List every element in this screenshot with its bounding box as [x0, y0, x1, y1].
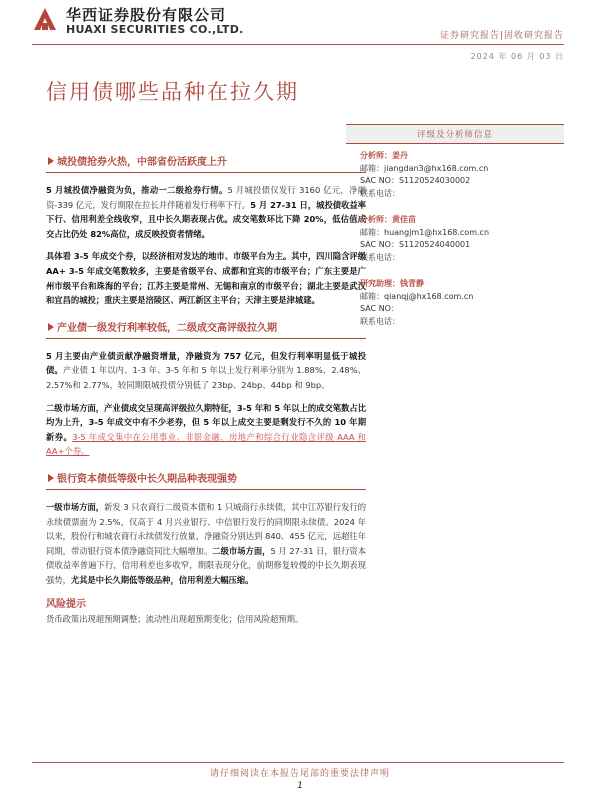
- analyst-sidebar: [346, 124, 564, 328]
- risk-warning-title: 风险提示: [46, 599, 86, 611]
- legal-notice: 请仔细阅读在本报告尾部的重要法律声明: [209, 769, 390, 779]
- analyst-email: 邮箱：jiangdan3@hx168.com.cn: [360, 163, 489, 173]
- analyst-email: 邮箱：huangjm1@hx168.com.cn: [360, 227, 490, 237]
- company-name-cn: 华西证券股份有限公司: [66, 6, 227, 24]
- sidebar-heading: 评级及分析师信息: [346, 124, 564, 144]
- page-number: 1: [297, 781, 303, 791]
- analyst-card: [346, 150, 564, 200]
- analyst-sac: SAC NO：S1120524040001: [360, 240, 471, 249]
- report-title: 信用债哪些品种在拉久期: [46, 80, 299, 104]
- section-2-paragraph-2: 二级市场方面，产业债成交呈现高评级拉久期特征，3-5 年和 5 年以上的成交笔数占比均为上升，3-5 年成交中有不少老券，但 5 年以上成交主要是剩发行不久的 10 年期新券。3-5 年成交集中在公用事业、非银金融、房地产和综合行业隐含评级 AAA 和 AA+个券。: [46, 402, 366, 457]
- company-name-en: HUAXI SECURITIES CO.,LTD.: [66, 23, 244, 36]
- section-1-paragraph-1: 5 月城投债净融资为负，推动一二级抢券行情。5 月城投债仅发行 3160 亿元，净融资-339 亿元，发行期限在拉长并伴随着发行利率下行。5 月 27-31 日，城投债收益率下行、信用利差全线收窄，且中长久期表现占优。成交笔数环比下降 20%，低估值成交占比仍处 82%高位，成反映投资者情绪。: [46, 185, 366, 239]
- triangle-bullet-icon: [48, 323, 54, 331]
- analyst-phone: 联系电话：: [360, 188, 400, 198]
- analyst-phone: 联系电话：: [360, 316, 400, 326]
- main-content: [46, 150, 366, 635]
- section-heading-1: 城投债抢券火热，中部省份活跃度上升: [46, 150, 366, 173]
- triangle-bullet-icon: [48, 157, 54, 165]
- analyst-email: 邮箱：qianqj@hx168.com.cn: [360, 291, 474, 301]
- analyst-phone: 联系电话：: [360, 252, 400, 262]
- report-type-label: 证券研究报告|固收研究报告: [439, 31, 564, 41]
- section-1-paragraph-2: 具体看 3-5 年成交个券，以经济相对发达的地市、市级平台为主。其中，四川隐含评级 AA+ 3-5 年成交笔数较多，主要是省级平台、成都和宜宾的市级平台；广东主要是广州市级平台和珠海的平台；江苏主要是常州、无锡和南京的市级平台；湖北主要是武汉和宜昌的城投；重庆主要是涪陵区、两江新区主平台；天津主要是津城建。: [46, 251, 366, 306]
- report-date: 2024 年 06 月 03 日: [470, 52, 564, 61]
- analyst-card: [346, 278, 564, 328]
- risk-warning-text: 货币政策出现超预期调整；流动性出现超预期变化；信用风险超预期。: [46, 614, 304, 625]
- analyst-name: 研究助理：钱青静: [360, 279, 424, 288]
- header-divider: [32, 44, 564, 45]
- section-3-paragraph-1: 一级市场方面，新发 3 只农商行二级资本债和 1 只城商行永续债，其中江苏银行发行的永续债票面为 2.5%，仅高于 4 月兴业银行、中信银行发行的同期限永续债。2024 年以来，股份行和城农商行永续债发行放量，净融资分别达到 840、455 亿元，远超往年同期，带动银行资本债净融资同比大幅增加。二级市场方面，5 月 27-31 日，银行资本债收益率普遍下行，信用利差也多收窄，期限表现分化，前期修复较慢的中长久期表现强势，尤其是中长久期低等级品种，信用利差大幅压缩。: [46, 501, 366, 585]
- analyst-name: 分析师：姜丹: [360, 151, 408, 160]
- section-heading-2: 产业债一级发行利率较低，二级成交高评级拉久期: [46, 316, 366, 339]
- analyst-card: [346, 214, 564, 264]
- triangle-bullet-icon: [48, 474, 54, 482]
- analyst-sac: SAC NO：S1120524030002: [360, 176, 471, 185]
- analyst-sac: SAC NO：: [360, 304, 399, 313]
- company-logo-icon: [32, 6, 58, 32]
- section-heading-3: 银行资本债低等级中长久期品种表现强势: [46, 467, 366, 490]
- section-2-paragraph-1: 5 月主要由产业债贡献净融资增量，净融资为 757 亿元，但发行利率明显低于城投债。产业债 1 年以内、1-3 年、3-5 年和 5 年以上发行利率分别为 1.88%、2.48%、2.57%和 2.77%，较同期限城投债分别低了 23bp、24bp、44bp 和 9bp。: [46, 350, 366, 390]
- analyst-name: 分析师：黄佳苗: [360, 215, 416, 224]
- footer-divider: [32, 762, 564, 763]
